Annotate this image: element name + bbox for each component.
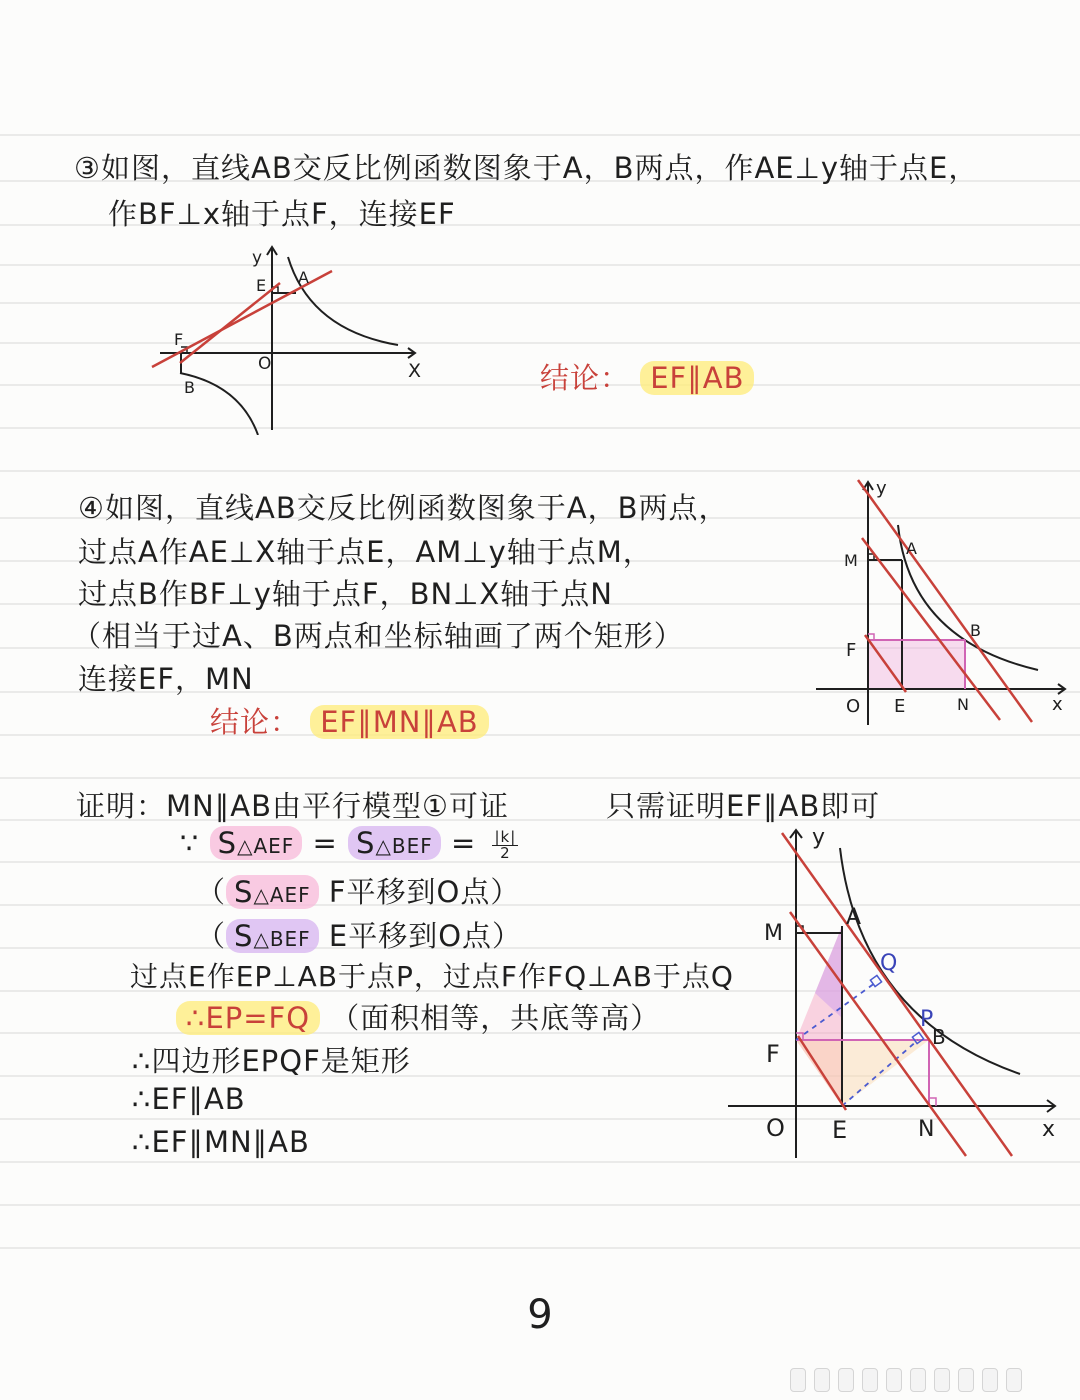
fraction-k-over-2 (492, 827, 518, 862)
proof-line3-text: F平移到O点） (328, 875, 521, 909)
label-x: x (1042, 1117, 1056, 1142)
area-s: S (234, 875, 254, 909)
proof-line5: 过点E作EP⊥AB于点P，过点F作FQ⊥AB于点Q (130, 960, 734, 993)
proof-line1-text: MN∥AB由平行模型①可证 (166, 789, 509, 823)
label-m: M (844, 551, 858, 570)
proof-line6 (176, 996, 660, 1037)
label-f: F (846, 640, 857, 661)
paren-open: （ (196, 875, 227, 909)
label-o: O (766, 1114, 785, 1142)
label-e: E (832, 1116, 848, 1144)
page-tabs-decoration (790, 1368, 1030, 1396)
triangle-bef: △BEF (375, 834, 433, 858)
equals-2: = (450, 826, 477, 860)
triangle-aef: △AEF (237, 834, 295, 858)
proof-line2 (180, 826, 518, 861)
fraction-numerator: |k| (494, 827, 517, 846)
label-b: B (932, 1025, 946, 1049)
triangle-aef: △AEF (253, 883, 311, 907)
area-aef (210, 826, 303, 860)
proof-line6-text: （面积相等，共底等高） (330, 1001, 661, 1035)
section4-line4: （相当于过A、B两点和坐标轴画了两个矩形） (72, 619, 684, 653)
triangle-bef-shade (796, 1040, 929, 1106)
area-s: S (356, 826, 376, 860)
area-aef (226, 875, 319, 909)
section3-line1: ③如图，直线AB交反比例函数图象于A，B两点，作AE⊥y轴于点E， (74, 151, 979, 185)
page-number: 9 (527, 1292, 553, 1338)
proof-line7: ∴四边形EPQF是矩形 (132, 1044, 411, 1078)
label-y: y (252, 248, 263, 268)
figure-3-diagram (140, 235, 440, 435)
section4-line2: 过点A作AE⊥X轴于点E，AM⊥y轴于点M， (78, 535, 653, 569)
label-a: A (298, 268, 309, 287)
equals-1: = (312, 826, 338, 860)
label-a: A (906, 539, 917, 558)
area-s: S (234, 919, 254, 953)
section4-conclusion (210, 700, 489, 741)
section3-conclusion (540, 356, 754, 397)
label-p: P (920, 1007, 934, 1032)
label-m: M (764, 921, 783, 946)
because-symbol: ∵ (180, 826, 200, 860)
area-bef (226, 919, 319, 953)
label-b: B (184, 378, 195, 397)
ep-equals-fq: ∴EP=FQ (176, 1001, 320, 1035)
section4-line5: 连接EF，MN (78, 662, 254, 696)
label-e: E (894, 696, 906, 717)
label-b: B (970, 621, 981, 640)
triangle-bef: △BEF (253, 927, 311, 951)
section4-line1: ④如图，直线AB交反比例函数图象于A，B两点， (78, 491, 729, 525)
conclusion-value: EF∥MN∥AB (310, 705, 488, 739)
label-n: N (918, 1117, 935, 1142)
label-o: O (846, 696, 861, 717)
proof-line1-right: 只需证明EF∥AB即可 (606, 789, 881, 823)
label-x: x (1052, 694, 1063, 715)
fraction-denominator: 2 (500, 843, 511, 862)
label-y: y (812, 825, 826, 850)
proof-label: 证明： (76, 789, 167, 823)
proof-line8: ∴EF∥AB (132, 1082, 246, 1116)
line-ef (180, 283, 280, 363)
label-n: N (957, 695, 969, 714)
label-f: F (174, 330, 184, 349)
proof-line4 (196, 914, 522, 955)
paren-open: （ (196, 919, 227, 953)
section4-line3: 过点B作BF⊥y轴于点F，BN⊥X轴于点N (78, 577, 613, 611)
label-a: A (846, 905, 862, 930)
area-bef (348, 826, 441, 860)
label-x: X (408, 360, 422, 382)
figure-4-diagram (810, 470, 1080, 730)
conclusion-value: EF∥AB (640, 361, 754, 395)
proof-line9: ∴EF∥MN∥AB (132, 1125, 310, 1159)
proof-figure-diagram (720, 818, 1080, 1168)
proof-line4-text: E平移到O点） (328, 919, 523, 953)
section3-line2: 作BF⊥x轴于点F，连接EF (108, 197, 456, 231)
conclusion-label: 结论： (540, 361, 631, 395)
conclusion-label: 结论： (210, 705, 301, 739)
label-e: E (256, 276, 267, 295)
rect-shade (868, 640, 965, 688)
proof-line3 (196, 870, 520, 911)
area-s: S (217, 826, 238, 860)
label-y: y (876, 478, 887, 499)
label-q: Q (880, 951, 898, 976)
label-f: F (766, 1040, 780, 1068)
label-o: O (258, 354, 272, 374)
proof-line1 (76, 784, 509, 825)
